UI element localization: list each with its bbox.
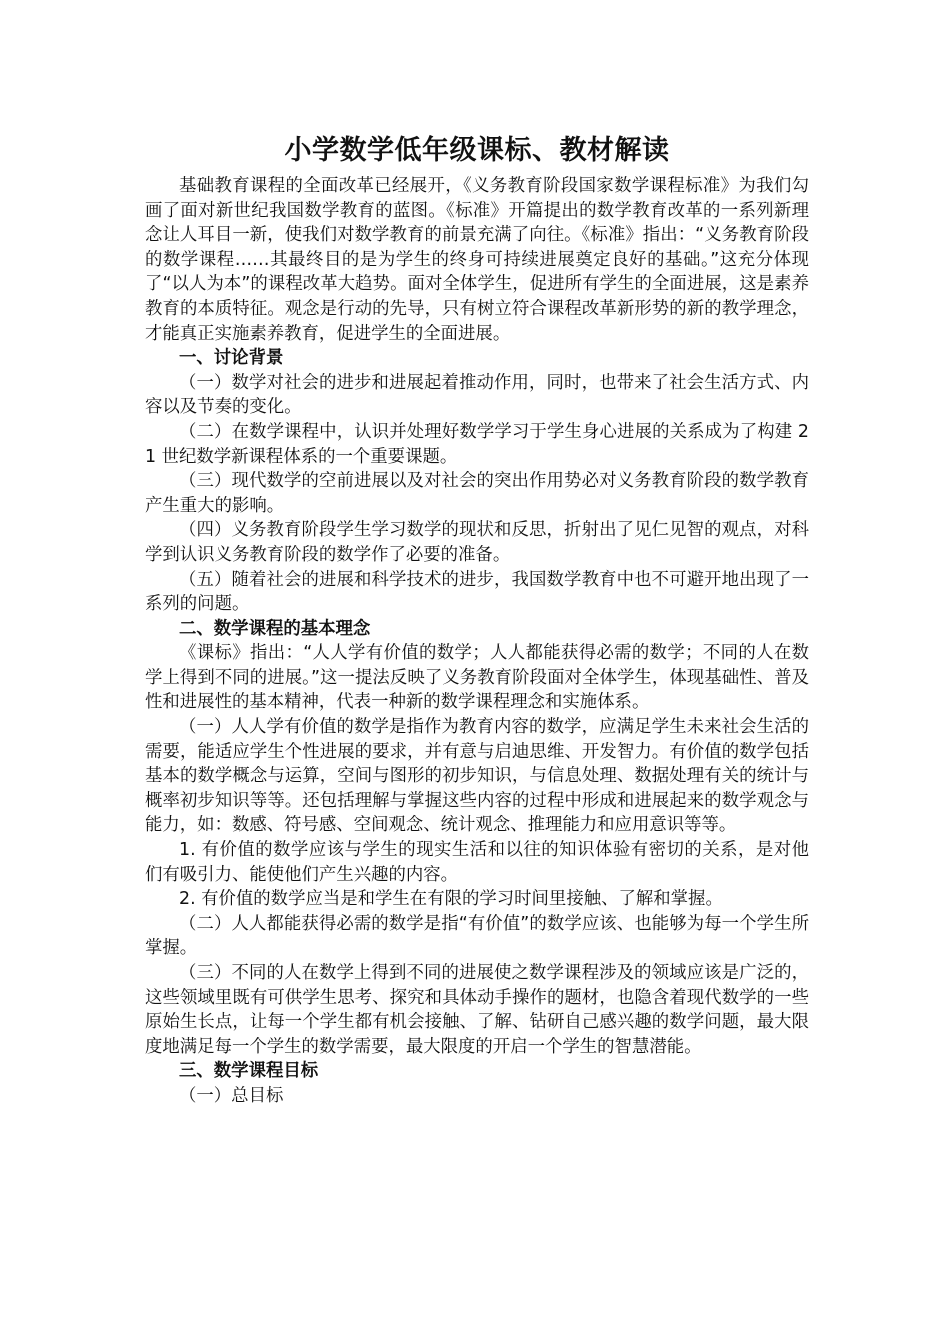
section-heading-goals: 三、数学课程目标 bbox=[179, 1061, 319, 1082]
background-item-2: （二）在数学课程中，认识并处理好数学学习于学生身心进展的关系成为了构建 21 世纪数学新课程体系的一个重要课题。 bbox=[145, 421, 809, 467]
concepts-subitem-2: 2. 有价值的数学应当是和学生在有限的学习时间里接触、了解和掌握。 bbox=[179, 889, 723, 910]
section-heading-background: 一、讨论背景 bbox=[179, 348, 284, 369]
concepts-intro: 《课标》指出：“人人学有价值的数学；人人都能获得必需的数学；不同的人在数学上得到不同的进展。”这一提法反映了义务教育阶段面对全体学生，体现基础性、普及性和进展性的基本精神，代表一种新的数学课程理念和实施体系。 bbox=[145, 643, 809, 713]
concepts-item-2: （二）人人都能获得必需的数学是指“有价值”的数学应该、也能够为每一个学生所掌握。 bbox=[145, 913, 809, 959]
background-item-1: （一）数学对社会的进步和进展起着推动作用，同时，也带来了社会生活方式、内容以及节奏的变化。 bbox=[145, 372, 809, 418]
goals-item-1: （一）总目标 bbox=[179, 1085, 284, 1106]
concepts-item-3: （三）不同的人在数学上得到不同的进展使之数学课程涉及的领域应该是广泛的，这些领域里既有可供学生思考、探究和具体动手操作的题材，也隐含着现代数学的一些原始生长点，让每一个学生都有机会接触、了解、钻研自己感兴趣的数学问题，最大限度地满足每一个学生的数学需要，最大限度的开启一个学生的智慧潜能。 bbox=[145, 963, 809, 1057]
concepts-item-1: （一）人人学有价值的数学是指作为教育内容的数学，应满足学生未来社会生活的需要，能适应学生个性进展的要求，并有意与启迪思维、开发智力。有价值的数学包括基本的数学概念与运算，空间与图形的初步知识，与信息处理、数据处理有关的统计与概率初步知识等等。还包括理解与掌握这些内容的过程中形成和进展起来的数学观念与能力，如：数感、符号感、空间观念、统计观念、推理能力和应用意识等等。 bbox=[145, 717, 809, 836]
background-item-3: （三）现代数学的空前进展以及对社会的突出作用势必对义务教育阶段的数学教育产生重大的影响。 bbox=[145, 471, 809, 516]
section-heading-basic-concepts: 二、数学课程的基本理念 bbox=[179, 618, 371, 639]
document-page bbox=[145, 130, 809, 1109]
concepts-subitem-1: 1. 有价值的数学应该与学生的现实生活和以往的知识体验有密切的关系，是对他们有吸引力、能使他们产生兴趣的内容。 bbox=[145, 840, 809, 885]
background-item-4: （四）义务教育阶段学生学习数学的现状和反思，折射出了见仁见智的观点，对科学到认识义务教育阶段的数学作了必要的准备。 bbox=[145, 520, 809, 565]
background-item-5: （五）随着社会的进展和科学技术的进步，我国数学教育中也不可避开地出现了一系列的问题。 bbox=[145, 569, 809, 615]
intro-paragraph: 基础教育课程的全面改革已经展开，《义务教育阶段国家数学课程标准》为我们勾画了面对新世纪我国数学教育的蓝图。《标准》开篇提出的数学教育改革的一系列新理念让人耳目一新，使我们对数学教育的前景充满了向往。《标准》指出：“义务教育阶段的数学课程……其最终目的是为学生的终身可持续进展奠定良好的基础。”这充分体现了“以人为本”的课程改革大趋势。面对全体学生，促进所有学生的全面进展，这是素养教育的本质特征。观念是行动的先导，只有树立符合课程改革新形势的新的教学理念，才能真正实施素养教育，促进学生的全面进展。 bbox=[145, 176, 809, 344]
document-title: 小学数学低年级课标、教材解读 bbox=[284, 135, 670, 166]
